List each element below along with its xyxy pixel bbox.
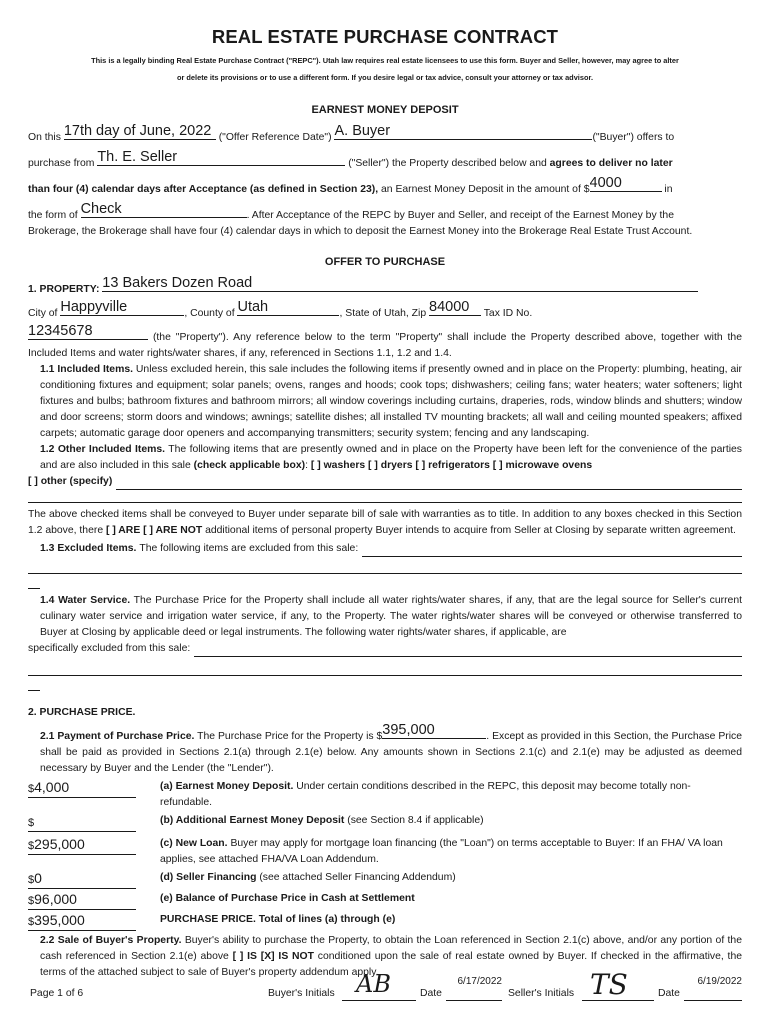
price-row-label: PURCHASE PRICE. Total of lines (a) through (e) [160,914,396,925]
price-amount-value: 395,000 [34,912,85,928]
s22-text: Buyer's ability to purchase the Property, to obtain the Loan referenced in Section 2.1(c) above, and/or any portion of the cash referenced in Section 2.1(e) above [40,935,742,962]
price-amount-value: 295,000 [34,836,85,852]
price-amount-field[interactable] [28,836,136,855]
s12-conveyed-text: The above checked items shall be conveyed to Buyer under separate bill of sale with warranties as to title. In addition to any boxes checked in this Section 1.2 above, there [28,509,742,536]
price-description [160,870,742,886]
deliver-bold: agrees to deliver no later [549,158,673,169]
price-amount-value: 4,000 [34,779,70,795]
price-description [160,891,742,907]
s22-is-checkboxes[interactable]: [ ] IS [X] IS NOT [232,951,314,962]
on-this-label: On this [28,132,61,143]
price-description [160,813,742,829]
city-label: City of [28,308,58,319]
price-row-text: (see Section 8.4 if applicable) [347,815,484,826]
zip-field[interactable]: 84000 [429,300,481,316]
s12-text: The following items that are presently owned and in place on the Property have been left for the convenience of the parties and are also included in this sale [40,444,742,471]
price-row-text: (see attached Seller Financing Addendum) [259,872,456,883]
price-amount-field[interactable] [28,912,136,931]
s21-title: 2.1 Payment of Purchase Price. [40,731,195,742]
s12-other-extra-line[interactable] [28,490,742,503]
offer-ref-label: ("Offer Reference Date") [218,132,332,143]
price-description [160,836,742,868]
price-amount-field[interactable] [28,779,136,798]
s13-excluded-field[interactable] [362,543,742,557]
price-amount-value: 96,000 [34,891,77,907]
property-address-field[interactable]: 13 Bakers Dozen Road [102,276,698,292]
price-amount-field[interactable] [28,870,136,889]
s13-text: The following items are excluded from this sale: [139,543,359,554]
price-row [28,813,742,832]
seller-date-field[interactable]: 6/19/2022 [684,976,742,1001]
in-word: in [664,184,673,195]
offer-date-field[interactable]: 17th day of June, 2022 [64,124,216,140]
city-field[interactable]: Happyville [60,300,184,316]
purchase-price-field[interactable]: 395,000 [382,723,486,739]
s14-excluded-label: specifically excluded from this sale: [28,643,191,654]
buyer-initials-signature: AB [356,970,391,998]
s14-text: The Purchase Price for the Property shall include all water rights/water shares, if any, that are the legal source for Seller's current culinary water service and irrigation water service, if any, to the Property. The water rights/water shares will be conveyed or otherwise transferred to Buyer at Closing by applicable deed or legal instruments. The following water rights/water shares, if applicable, are [40,595,742,638]
disclaimer-line-2: or delete its provisions or to use a different form. If you desire legal or tax advice, consult your attorney or tax advisor. [176,73,594,82]
buyer-initials-label: Buyer's Initials [268,988,335,999]
price-amount-field[interactable] [28,813,136,832]
s13-extra-stub [28,574,40,589]
dollar-sign: $ [28,916,35,928]
state-label: , State of Utah, Zip [339,308,427,319]
s13-extra-line[interactable] [28,557,742,574]
earnest-heading: EARNEST MONEY DEPOSIT [311,104,459,116]
dollar-sign: $ [28,895,35,907]
brokerage-text: Brokerage, the Brokerage shall have four (4) calendar days in which to deposit the Earnest Money into the Brokerage Real Estate Trust Account. [28,226,693,237]
offer-heading: OFFER TO PURCHASE [324,256,446,268]
seller-initials-label: Seller's Initials [508,988,575,999]
price-heading: 2. PURCHASE PRICE. [28,707,136,718]
price-row-label: (c) New Loan. [160,838,228,849]
dollar-sign: $ [28,817,35,829]
disclaimer-line-1: This is a legally binding Real Estate Purchase Contract ("REPC"). Utah law requires real estate licensees to use this form. Buyer and Seller, however, may agree to alter [91,56,679,65]
seller-date-label: Date [658,988,680,999]
tax-id-field[interactable]: 12345678 [28,324,148,340]
seller-suffix: ("Seller") the Property described below and [348,158,547,169]
price-description [160,779,742,811]
price-row-label: (e) Balance of Purchase Price in Cash at Settlement [160,893,415,904]
price-row-label: (a) Earnest Money Deposit. [160,781,294,792]
than-four-text: than four (4) calendar days after Acceptance (as defined in Section 23), [28,184,379,195]
page-title: REAL ESTATE PURCHASE CONTRACT [211,26,559,47]
s12-conveyed-rest: additional items of personal property Buyer intends to acquire from Seller at Closing by separate written agreement. [205,525,736,536]
s11-title: 1.1 Included Items. [40,364,133,375]
buyer-initials-field[interactable] [342,970,416,1001]
price-row [28,891,742,910]
s14-extra-stub [28,676,40,691]
price-row [28,870,742,889]
s12-are-checkboxes[interactable]: [ ] ARE [ ] ARE NOT [106,525,203,536]
s12-appliance-checkboxes[interactable]: [ ] washers [ ] dryers [ ] refrigerators [ ] microwave ovens [310,460,593,471]
page-number: Page 1 of 6 [30,988,84,999]
price-row-label: (d) Seller Financing [160,872,257,883]
contract-page: REAL ESTATE PURCHASE CONTRACT This is a legally binding Real Estate Purchase Contract ("REPC"). Utah law requires real estate licensees to use this form. Buyer and Seller, however, may agree to alter or delete its provisions or to use a different form. If you desire legal or tax advice, consult your attorney or tax advisor. EARNEST MONEY DEPOSIT On this 17th day of June, 2022 ("Offer Reference Date") A. Buyer ("Buyer") offers to purchase from Th. E. Seller ("Seller") the Property described below and agrees to deliver no later than four (4) calendar days after Acceptance (as defined in Section 23), an Earnest Money Deposit in the amount of $4000 in the form of Check . After Acceptance of the REPC by Buyer and Seller, and receipt of the Earnest Money by the Brokerage, the Brokerage shall have four (4) calendar days in which to deposit the Earnest Money into the Brokerage Real Estate Trust Account. OFFER TO PURCHASE 1. PROPERTY: 13 Bakers Dozen Road City of Happyville , County of Utah , State of Utah, Zip 84000 Tax ID No. 12345678 (the "Property"). Any reference below to the term "Property" shall include the Property described above, together with the Included Items and water rights/water shares, if any, referenced in Sections 1.1, 1.2 and 1.4. 1.1 Included Items. Unless excluded herein, this sale includes the following items if presently owned and in place on the Property: plumbing, heating, air conditioning fixtures and equipment; solar panels; ovens, ranges and hoods; cook tops; dishwashers; ceiling fans; water heaters; water softeners; light fixtures and bulbs; bathroom fixtures and bathroom mirrors; all window coverings including curtains, draperies, rods, window blinds and shutters; window and door screens; storm doors and windows; awnings; satellite dishes; all installed TV mounting brackets; all wall and ceiling mounted speakers; affixed carpets; automatic garage door openers and accompanying transmitters; security system; fencing and any landscaping. 1.2 Other Included Items. The following items that are presently owned and in place on the Property have been left for the convenience of the parties and are also included in this sale (check applicable box): [ ] washers [ ] dryers [ ] refrigerators [ ] microwave ovens [ ] other (specify) The above checked items shall be conveyed to Buyer under separate bill of sale with warranties as to title. In addition to any boxes checked in this Section 1.2 above, there [ ] ARE [ ] ARE NOT additional items of personal property Buyer intends to acquire from Seller at Closing by separate written agreement. 1.3 Excluded Items. The following items are excluded from this sale: 1.4 Water Service. The Purchase Price for the Property shall include all water rights/water shares, if any, that are the legal source for Seller's current culinary water service and irrigation water service, if any, to the Property. The water rights/water shares will be conveyed or otherwise transferred to Buyer at Closing by applicable deed or legal instruments. The following water rights/water shares, if applicable, are specifically excluded from this sale: 2. PURCHASE PRICE. 2.1 Payment of Purchase Price. The Purchase Price for the Property is $395,000 . Except as provided in this Section, the Purchase Price shall be paid as provided in Sections 2.1(a) through 2.1(e) below. Any amounts shown in Sections 2.1(c) and 2.1(e) may be adjusted as deemed necessary by Buyer and the Lender (the "Lender"). $4,000 (a) Earnest Money Deposit. Under certain conditions described in the REPC, this deposit may become totally non-refundable. $ (b) Additional Earnest Money Deposit (see Section 8.4 if applicable) $295,000 (c) New Loan. Buyer may apply for mortgage loan financing (the "Loan") on terms acceptable to Buyer: If an FHA/ VA loan applies, see attached FHA/VA Loan Addendum. $0 (d) Seller Financing (see attached Seller Financing Addendum) $96,000 (e) Balance of Purchase Price in Cash at Settlement $395,000 PURCHASE PRICE. Total of lines (a) through (e) 2.2 Sale of Buyer's Property. Buyer's ability to purchase the Property, to obtain the Loan referenced in Section 2.1(c) above, and/or any portion of the cash referenced in Section 2.1(e) above [ ] IS [X] IS NOT conditioned upon the sale of real estate owned by Buyer. If checked in the affirmative, the terms of the attached subject to sale of Buyer's property addendum apply. [28,26,743,978]
price-row [28,779,742,811]
s11-text: Unless excluded herein, this sale includes the following items if presently owned and in place on the Property: plumbing, heating, air conditioning fixtures and equipment; solar panels; ovens, ranges and hoods; cook tops; dishwashers; ceiling fans; water heaters; water softeners; light fixtures and bulbs; bathroom fixtures and bathroom mirrors; all window coverings including curtains, draperies, rods, window blinds and shutters; window and door screens; storm doors and windows; awnings; satellite dishes; all installed TV mounting brackets; all wall and ceiling mounted speakers; affixed carpets; automatic garage door openers and accompanying transmitters; security system; fencing and any landscaping. [40,364,743,439]
buyer-name-field[interactable]: A. Buyer [334,124,592,140]
s12-check-instruction: (check applicable box) [193,460,306,471]
earnest-amount-field[interactable]: 4000 [590,176,662,192]
s13-title: 1.3 Excluded Items. [40,543,137,554]
price-amount-field[interactable] [28,891,136,910]
county-label: , County of [184,308,235,319]
seller-initials-field[interactable] [582,970,654,1001]
price-row [28,912,742,931]
s14-extra-line[interactable] [28,657,742,676]
buyer-date-field[interactable]: 6/17/2022 [446,976,502,1001]
s22-title: 2.2 Sale of Buyer's Property. [40,935,182,946]
price-row-label: (b) Additional Earnest Money Deposit [160,815,345,826]
dollar-sign: $ [28,840,35,852]
buyer-suffix: ("Buyer") offers to [592,132,675,143]
property-reference-text: (the "Property"). Any reference below to the term "Property" shall include the Property described above, together with the Included Items and water rights/water shares, if any, referenced in Sections 1.1, 1.2 and 1.4. [28,332,742,359]
dollar-sign: $ [28,783,35,795]
amount-text: an Earnest Money Deposit in the amount of $ [381,184,590,195]
s14-title: 1.4 Water Service. [40,595,131,606]
s21-rest: . Except as provided in this Section, the Purchase Price shall be paid as provided in Sections 2.1(a) through 2.1(e) below. Any amounts shown in Sections 2.1(c) and 2.1(e) may be adjusted as deemed necessary by Buyer and the Lender (the "Lender"). [40,731,743,774]
s22-rest: conditioned upon the sale of real estate owned by Buyer. If checked in the affirmative, the terms of the attached subject to sale of Buyer's property addendum apply. [40,951,742,978]
page-footer [30,966,742,1006]
s21-text: The Purchase Price for the Property is $ [197,731,383,742]
seller-initials-signature: TS [590,968,628,1001]
price-amount-value: 0 [34,870,42,886]
purchase-from-label: purchase from [28,158,95,169]
price-row-text: Under certain conditions described in the REPC, this deposit may become totally non-refundable. [160,781,691,808]
s12-other-field[interactable] [116,476,742,490]
seller-name-field[interactable]: Th. E. Seller [97,150,345,166]
price-row-text: Buyer may apply for mortgage loan financing (the "Loan") on terms acceptable to Buyer: If an FHA/ VA loan applies, see attached FHA/VA Loan Addendum. [160,838,723,865]
price-row [28,836,742,868]
after-acceptance-text: . After Acceptance of the REPC by Buyer and Seller, and receipt of the Earnest Money by the [246,210,674,221]
tax-id-label: Tax ID No. [483,308,533,319]
s14-excluded-field[interactable] [194,643,742,657]
payment-form-field[interactable]: Check [81,202,247,218]
s12-title: 1.2 Other Included Items. [40,444,166,455]
price-table [28,779,742,931]
buyer-date-label: Date [420,988,442,999]
dollar-sign: $ [28,874,35,886]
property-label: 1. PROPERTY: [28,284,100,295]
county-field[interactable]: Utah [237,300,339,316]
price-description [160,912,742,928]
form-of-label: the form of [28,210,78,221]
s12-other-checkbox[interactable]: [ ] other (specify) [28,476,113,487]
